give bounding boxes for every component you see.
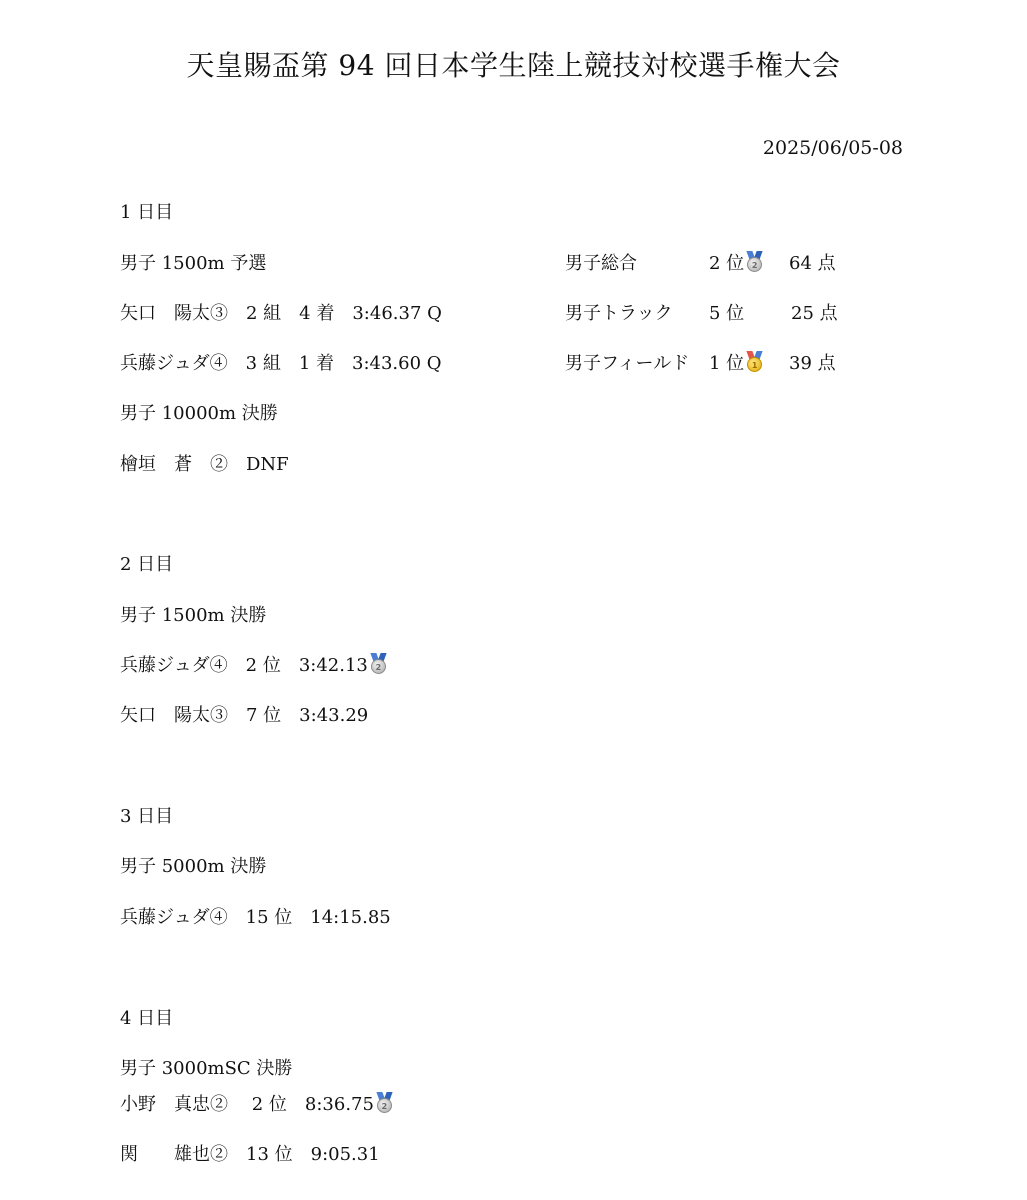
day-heading: 4 日目 (120, 1008, 174, 1029)
result-line: 矢口 陽太③ 2 組 4 着 3:46.37 Q (120, 303, 442, 324)
result-line: 檜垣 蒼 ② DNF (120, 454, 289, 475)
silver-medal-icon: 2 (746, 251, 763, 272)
result-line: 兵藤ジュダ④ 2 位 3:42.13 2 (120, 651, 387, 681)
event-title: 男子 5000m 決勝 (120, 856, 267, 877)
gold-medal-icon: 1 (746, 351, 763, 372)
summary-points: 25 点 (791, 303, 838, 324)
silver-medal-icon: 2 (376, 1092, 393, 1113)
day-heading: 2 日目 (120, 554, 174, 575)
summary-rank: 1 位 1 (709, 349, 763, 379)
event-title: 男子 1500m 予選 (120, 253, 267, 274)
silver-medal-icon: 2 (370, 653, 387, 674)
summary-label: 男子総合 (565, 253, 637, 274)
summary-row-field (565, 349, 836, 499)
summary-points: 64 点 (789, 253, 836, 274)
event-title: 男子 1500m 決勝 (120, 605, 267, 626)
result-line: 小野 真忠② 2 位 8:36.75 2 (120, 1090, 393, 1120)
result-line: 関 雄也② 13 位 9:05.31 (120, 1144, 380, 1165)
summary-rank: 2 位 2 (709, 249, 763, 279)
event-title: 男子 3000mSC 決勝 (120, 1058, 293, 1079)
summary-label: 男子トラック (565, 303, 673, 324)
day-heading: 3 日目 (120, 806, 174, 827)
result-line: 兵藤ジュダ④ 3 組 1 着 3:43.60 Q (120, 353, 442, 374)
summary-points: 39 点 (789, 353, 836, 374)
result-line: 矢口 陽太③ 7 位 3:43.29 (120, 705, 369, 726)
event-date: 2025/06/05-08 (762, 137, 903, 159)
summary-rank: 5 位 (709, 303, 745, 324)
document-title: 天皇賜盃第 94 回日本学生陸上競技対校選手権大会 (186, 49, 841, 82)
result-line: 兵藤ジュダ④ 15 位 14:15.85 (120, 907, 391, 928)
event-title: 男子 10000m 決勝 (120, 403, 278, 424)
day-heading: 1 日目 (120, 202, 174, 223)
summary-label: 男子フィールド (565, 353, 690, 374)
